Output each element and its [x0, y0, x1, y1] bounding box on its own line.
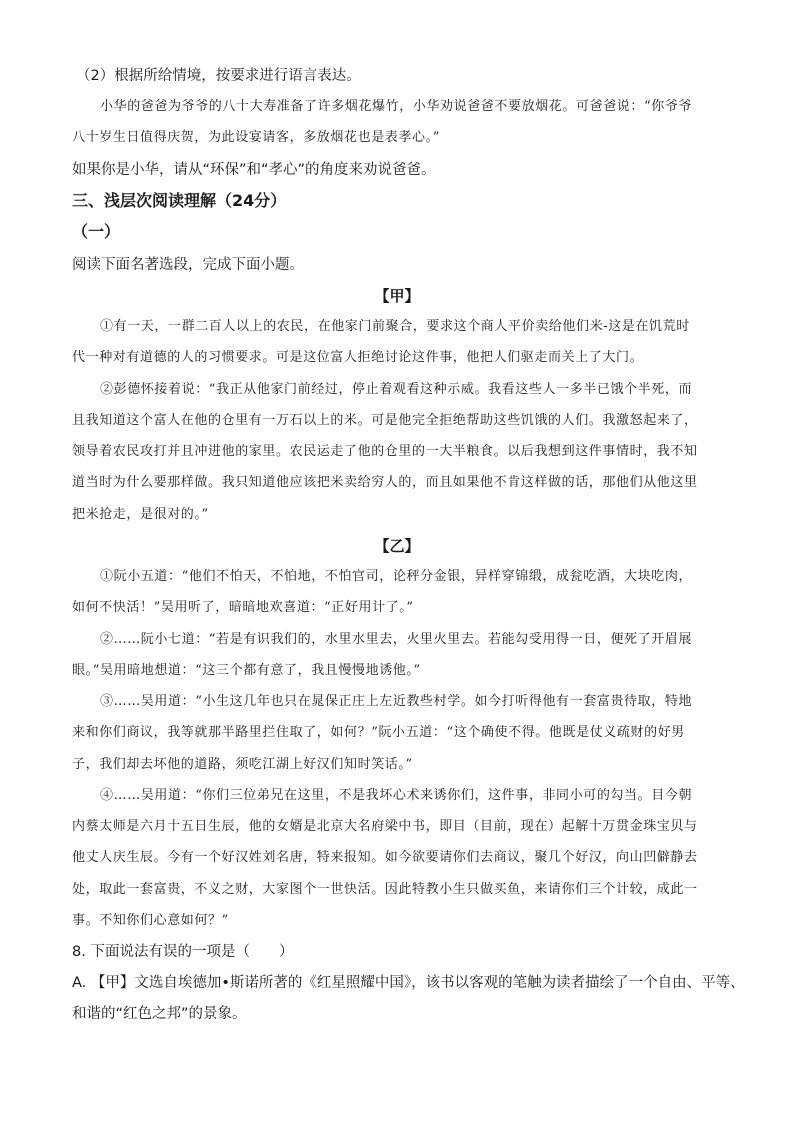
passage-jia-line: ②彭德怀接着说：“我正从他家门前经过，停止着观看这种示威。我看这些人一多半已饿个半死，而: [100, 382, 693, 397]
question8-option-a-line2: 和谐的“红色之邦”的景象。: [72, 1006, 247, 1022]
passage-yi-line: 事。不知你们心意如何？”: [72, 913, 229, 928]
passage-jia-line: 代一种对有道德的人的习惯要求。可是这位富人拒绝讨论这件事，他把人们驱走而关上了大门。: [72, 350, 644, 365]
section3-heading: 三、浅层次阅读理解（24分）: [72, 191, 287, 210]
passage-yi-line: 内蔡太师是六月十五日生辰，他的女婿是北京大名府梁中书，即目（目前，现在）起解十万贯金珠宝贝与: [72, 819, 698, 834]
passage-yi-line: ①阮小五道：“他们不怕天，不怕地，不怕官司，论秤分金银，异样穿锦缎，成瓮吃酒，大块吃肉，: [100, 569, 693, 584]
q2-scenario-line2: 八十岁生日值得庆贺，为此设宴请客，多放烟花也是表孝心。”: [72, 130, 440, 145]
passage-yi-line: 处，取此一套富贵，不义之财，大家图个一世快活。因此特教小生只做买鱼，来请你们三个计较，成此一: [72, 882, 698, 897]
passage-jia-line: 领导着农民攻打并且冲进他的家里。农民运走了他的仓里的一大半粮食。以后我想到这件事情时，我不知: [72, 444, 698, 459]
section3-instruction: 阅读下面名著选段，完成下面小题。: [72, 257, 304, 273]
passage-yi-line: ②……阮小七道：“若是有识我们的，水里水里去，火里火里去。若能勾受用得一日，便死了开眉展: [100, 632, 693, 647]
q2-prompt: （2）根据所给情境，按要求进行语言表达。: [76, 68, 361, 84]
passage-jia-line: ①有一天，一群二百人以上的农民，在他家门前聚合，要求这个商人平价卖给他们米-这是在饥荒时: [100, 319, 690, 334]
passage-yi-line: 眼。”吴用暗地想道：“这三个都有意了，我且慢慢地诱他。”: [72, 663, 421, 678]
passage-jia-line: 把米抢走，是很对的。”: [72, 507, 209, 522]
section3-part1: （一）: [72, 222, 121, 241]
passage-yi-line: 他丈人庆生辰。今有一个好汉姓刘名唐，特来报知。如今欲要请你们去商议，聚几个好汉，向山凹僻静去: [72, 850, 698, 865]
question8-stem: 8. 下面说法有误的一项是（ ）: [72, 944, 294, 960]
q2-task: 如果你是小华，请从“环保”和“孝心”的角度来劝说爸爸。: [72, 162, 436, 178]
passage-yi-line: ④……吴用道：“你们三位弟兄在这里，不是我坏心术来诱你们，这件事，非同小可的勾当。目今朝: [100, 788, 693, 803]
passage-jia-line: 道当时为什么要那样做。我只知道他应该把米卖给穷人的，而且如果他不肯这样做的话，那他们从他这里: [72, 475, 698, 490]
passage-yi-line: 如何不快活！”吴用听了，暗暗地欢喜道：“正好用计了。”: [72, 600, 414, 615]
question8-option-a-line1: A. 【甲】文选自埃德加•斯诺所著的《红星照耀中国》，该书以客观的笔触为读者描绘了一个自由、平等、: [72, 975, 745, 991]
passage-yi-line: ③……吴用道：“小生这几年也只在晁保正庄上左近教些村学。如今打听得他有一套富贵待取，特地: [100, 694, 693, 709]
passage-yi-title: 【乙】: [374, 537, 420, 555]
passage-yi-line: 子，我们却去坏他的道路，须吃江湖上好汉们知时笑话。”: [72, 757, 413, 772]
passage-jia-line: 且我知道这个富人在他的仓里有一万石以上的米。可是他完全拒绝帮助这些饥饿的人们。我激怒起来了，: [72, 413, 698, 428]
passage-jia-title: 【甲】: [374, 287, 420, 305]
passage-yi-line: 来和你们商议，我等就那半路里拦住取了，如何？”阮小五道：“这个确使不得。他既是仗义疏财的好男: [72, 725, 685, 740]
q2-scenario-line1: 小华的爸爸为爷爷的八十大寿准备了许多烟花爆竹，小华劝说爸爸不要放烟花。可爸爸说：“你爷爷: [100, 99, 693, 114]
